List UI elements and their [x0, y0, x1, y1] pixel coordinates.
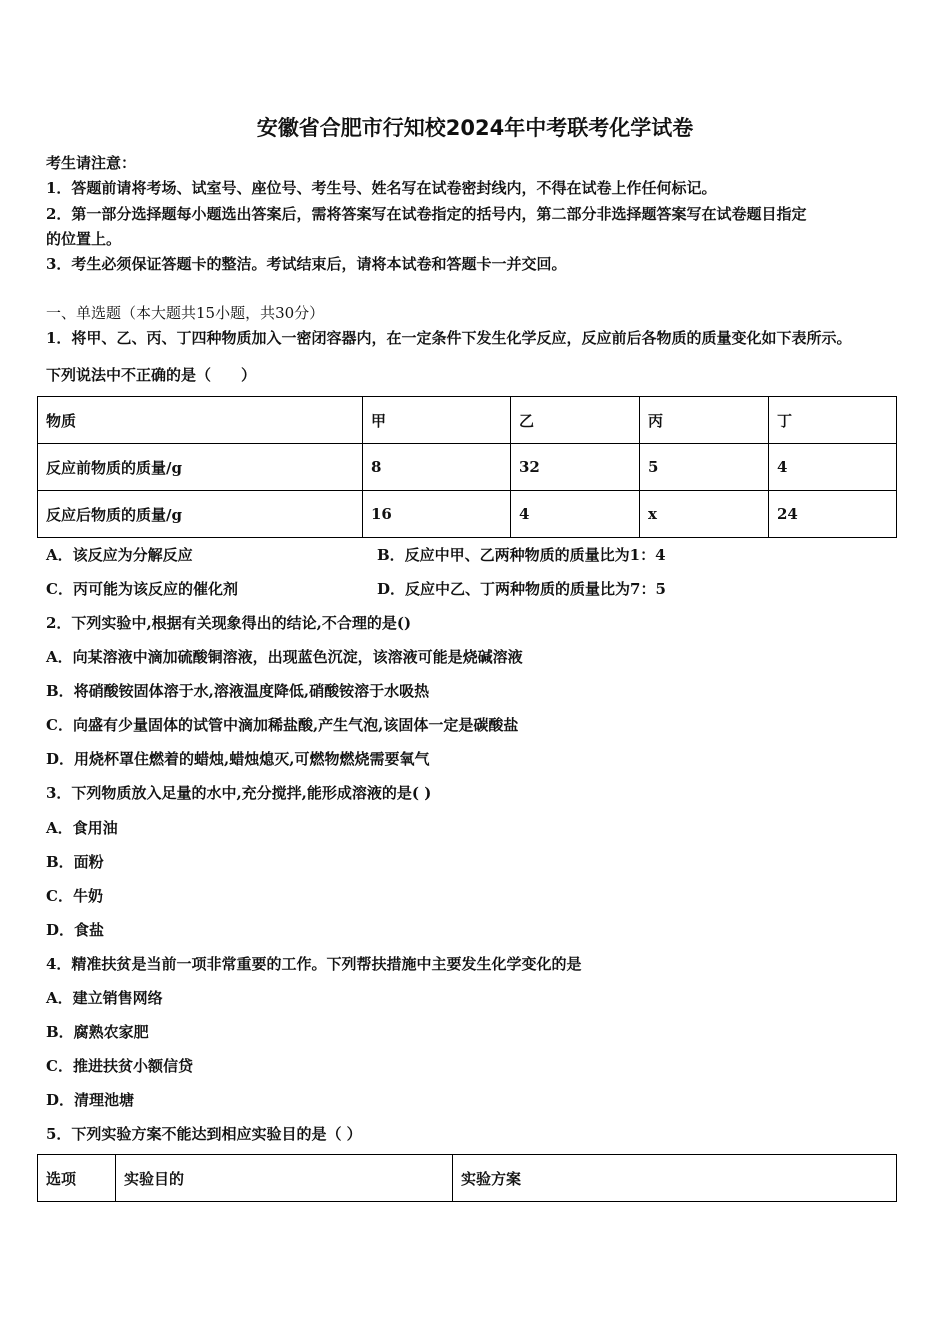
table-cell: 4 — [511, 491, 640, 538]
q3-option: B．面粉 — [46, 853, 104, 871]
q2-option: A．向某溶液中滴加硫酸铜溶液，出现蓝色沉淀，该溶液可能是烧碱溶液 — [46, 648, 523, 666]
notice-item: 3．考生必须保证答题卡的整洁。考试结束后，请将本试卷和答题卡一并交回。 — [46, 255, 567, 273]
table-cell: 反应后物质的质量/g — [38, 491, 363, 538]
q3-stem: 3．下列物质放入足量的水中,充分搅拌,能形成溶液的是( ) — [46, 784, 432, 802]
q5-table — [37, 1154, 897, 1202]
q1-stem: 1．将甲、乙、丙、丁四种物质加入一密闭容器内，在一定条件下发生化学反应，反应前后各物质的质量变化如下表所示。 — [46, 329, 852, 347]
q4-option: D．清理池塘 — [46, 1091, 135, 1109]
q3-option: A．食用油 — [46, 819, 118, 837]
notice-heading: 考生请注意： — [46, 154, 137, 172]
q1-stem-2: 下列说法中不正确的是（ ） — [46, 366, 257, 384]
table-cell: 32 — [511, 444, 640, 491]
q4-option: B．腐熟农家肥 — [46, 1023, 149, 1041]
table-cell: 选项 — [38, 1155, 116, 1202]
table-cell: 16 — [363, 491, 511, 538]
table-cell: 24 — [769, 491, 897, 538]
q1-option-d: D．反应中乙、丁两种物质的质量比为7：5 — [377, 580, 666, 598]
table-cell: 实验目的 — [116, 1155, 453, 1202]
q2-option: D．用烧杯罩住燃着的蜡烛,蜡烛熄灭,可燃物燃烧需要氧气 — [46, 750, 430, 768]
q4-option: C．推进扶贫小额信贷 — [46, 1057, 193, 1075]
table-row — [38, 1155, 897, 1202]
table-cell: 反应前物质的质量/g — [38, 444, 363, 491]
q5-stem: 5．下列实验方案不能达到相应实验目的是（ ） — [46, 1125, 362, 1143]
table-cell: 5 — [640, 444, 769, 491]
q1-option-a: A．该反应为分解反应 — [46, 546, 193, 564]
q3-option: C．牛奶 — [46, 887, 103, 905]
q4-option: A．建立销售网络 — [46, 989, 163, 1007]
table-row — [38, 397, 897, 444]
table-cell: 物质 — [38, 397, 363, 444]
table-cell: 丁 — [769, 397, 897, 444]
q4-stem: 4．精准扶贫是当前一项非常重要的工作。下列帮扶措施中主要发生化学变化的是 — [46, 955, 582, 973]
table-cell: 8 — [363, 444, 511, 491]
table-cell: 4 — [769, 444, 897, 491]
q2-option: C．向盛有少量固体的试管中滴加稀盐酸,产生气泡,该固体一定是碳酸盐 — [46, 716, 519, 734]
notice-item: 2．第一部分选择题每小题选出答案后，需将答案写在试卷指定的括号内，第二部分非选择题答案写在试卷题目指定 — [46, 205, 807, 223]
q2-stem: 2．下列实验中,根据有关现象得出的结论,不合理的是() — [46, 614, 412, 632]
table-cell: 实验方案 — [453, 1155, 897, 1202]
q2-option: B．将硝酸铵固体溶于水,溶液温度降低,硝酸铵溶于水吸热 — [46, 682, 430, 700]
q1-option-c: C．丙可能为该反应的催化剂 — [46, 580, 238, 598]
page-title: 安徽省合肥市行知校2024年中考联考化学试卷 — [256, 116, 694, 140]
notice-item: 的位置上。 — [46, 230, 122, 248]
table-cell: 甲 — [363, 397, 511, 444]
q1-option-b: B．反应中甲、乙两种物质的质量比为1：4 — [377, 546, 666, 564]
q3-option: D．食盐 — [46, 921, 105, 939]
notice-item: 1．答题前请将考场、试室号、座位号、考生号、姓名写在试卷密封线内，不得在试卷上作任何标记。 — [46, 179, 717, 197]
table-cell: 乙 — [511, 397, 640, 444]
q1-table — [37, 396, 897, 538]
table-row — [38, 444, 897, 491]
section-heading: 一、单选题（本大题共15小题，共30分） — [46, 304, 325, 322]
table-cell: 丙 — [640, 397, 769, 444]
table-row — [38, 491, 897, 538]
table-cell: x — [640, 491, 769, 538]
